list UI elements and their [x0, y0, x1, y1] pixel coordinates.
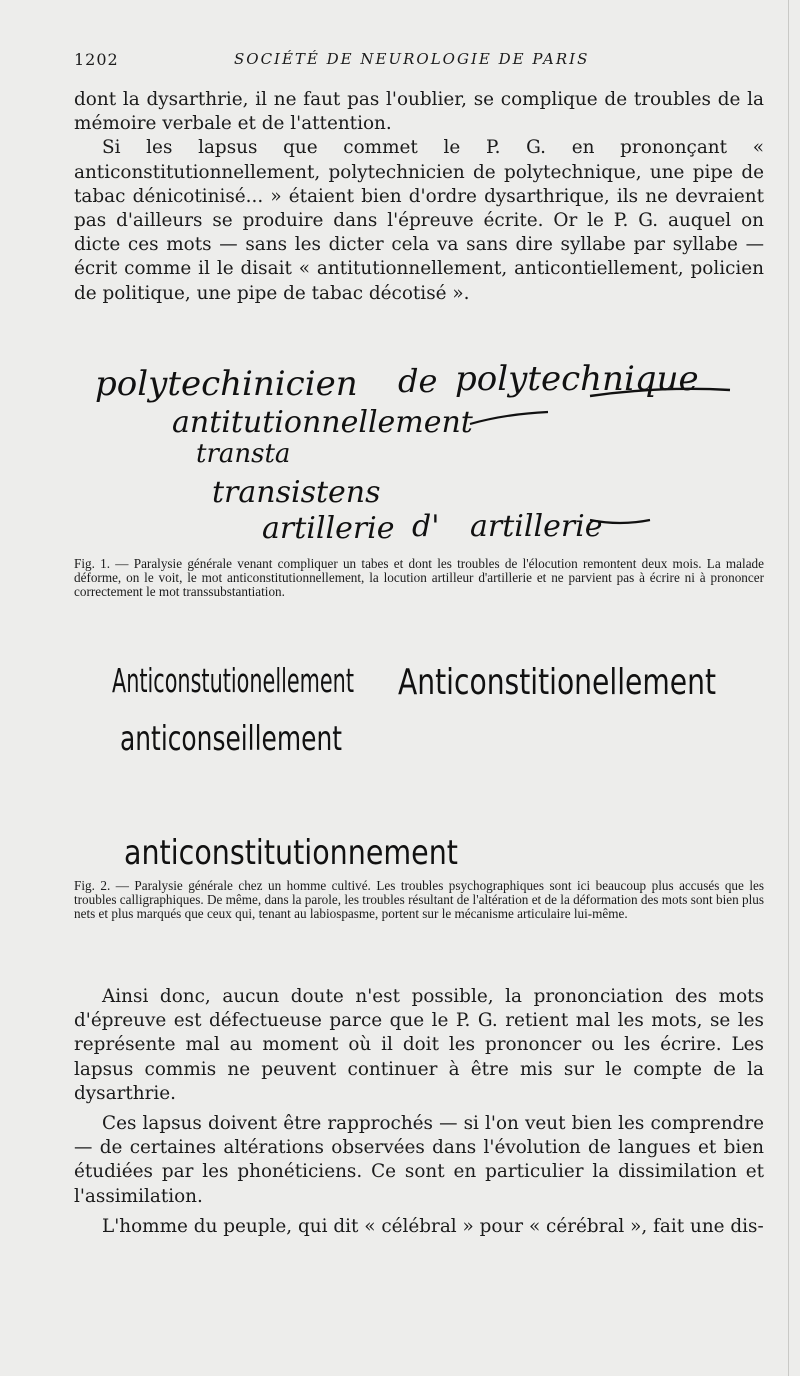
figure-1-caption: Fig. 1. — Paralysie générale venant compliquer un tabes et dont les troubles de l'élocution remontent deux mois. La malade déforme, on le voit, le mot anticonstitutionnellement, la locution artilleur d'artillerie et ne parvient pas à écrire ni à prononcer correctement le mot transsubstantiation.: [74, 556, 764, 599]
running-head: SOCIÉTÉ DE NEUROLOGIE DE PARIS: [234, 50, 590, 68]
body-text-bottom: [74, 985, 764, 1239]
fig2-word-2: Anticonstitionellement: [398, 662, 716, 703]
fig1-word-transistens: transistens: [212, 475, 381, 510]
fig1-word-transta: transta: [196, 439, 291, 469]
scan-edge-line: [788, 0, 789, 1376]
fig1-word-artillerie-2: artillerie: [470, 509, 603, 544]
fig2-word-1: Anticonstutionellement: [112, 661, 355, 700]
fig1-word-antitutionnellement: antitutionnellement: [172, 405, 473, 440]
page-number: 1202: [74, 50, 119, 69]
fig2-word-4: anticonstitutionnement: [124, 833, 458, 873]
fig1-word-de: de: [398, 362, 438, 400]
paragraph-2: Si les lapsus que commet le P. G. en prononçant « anticonstitutionnellement, polytechnicien de polytechnique, une pipe de tabac dénicotinisé... » étaient bien d'ordre dysarthrique, ils ne devraient pas d'ailleurs se produire dans l'épreuve écrite. Or le P. G. auquel on dicte ces mots — sans les dicter cela va sans dire syllabe par syllabe — écrit comme il le disait « antitutionnellement, anticontiellement, policien de politique, une pipe de tabac décotisé ».: [74, 137, 764, 304]
paragraph-5: L'homme du peuple, qui dit « célébral » pour « cérébral », fait une dis-: [102, 1215, 764, 1237]
fig1-word-polytechinicien: polytechinicien: [95, 364, 358, 404]
paragraph-1: dont la dysarthrie, il ne faut pas l'oublier, se complique de troubles de la mémoire verbale et de l'attention.: [74, 89, 764, 135]
paragraph-3: Ainsi donc, aucun doute n'est possible, la prononciation des mots d'épreuve est défectueuse parce que le P. G. retient mal les mots, se les représente mal au moment où il doit les prononcer ou les écrire. Les lapsus commis ne peuvent continuer à être mis sur le compte de la dysarthrie.: [74, 986, 764, 1104]
paragraph-4: Ces lapsus doivent être rapprochés — si l'on veut bien les comprendre — de certaines altérations observées dans l'évolution de langues et bien étudiées par les phonéticiens. Ce sont en particulier la dissimilation et l'assimilation.: [74, 1113, 764, 1207]
fig1-word-d: d': [412, 509, 440, 544]
fig1-word-polytechnique: polytechnique: [455, 359, 699, 399]
fig2-word-3: anticonseillement: [120, 719, 342, 759]
fig1-word-artillerie: artillerie: [262, 511, 395, 546]
figure-2-caption: Fig. 2. — Paralysie générale chez un homme cultivé. Les troubles psychographiques sont ici beaucoup plus accusés que les troubles calligraphiques. De même, dans la parole, les troubles résultant de l'altération et de la déformation des mots sont bien plus nets et plus marqués que ceux qui, tenant au labiospasme, portent sur le mécanisme articulaire lui-même.: [74, 878, 764, 921]
